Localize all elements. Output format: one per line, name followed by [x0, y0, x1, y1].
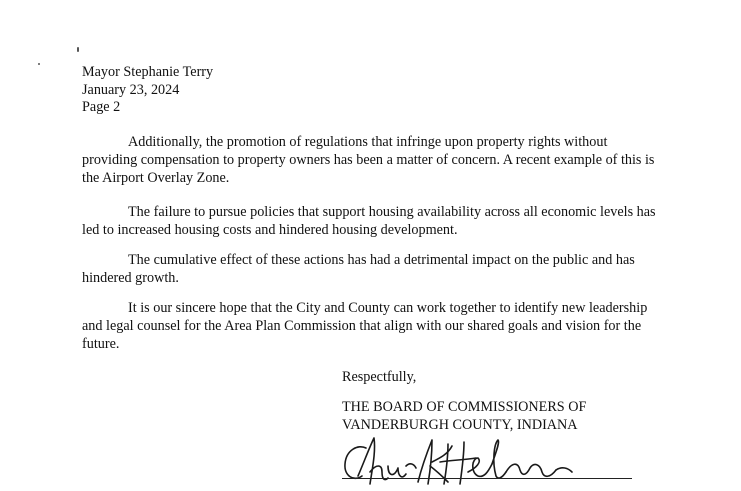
signatory-line-1: THE BOARD OF COMMISSIONERS OF	[342, 399, 587, 415]
signatory-block	[342, 399, 586, 434]
letter-date: January 23, 2024	[82, 81, 180, 98]
paragraph-text: Additionally, the promotion of regulations that infringe upon property rights without providing compensation to property owners has been a matter of concern. A recent example of this is the Airport Overlay Zone.	[82, 134, 655, 186]
body-paragraph	[82, 300, 662, 353]
recipient-name: Mayor Stephanie Terry	[82, 64, 214, 80]
body-paragraph	[82, 134, 662, 187]
scan-speck	[77, 47, 79, 52]
signature-line	[342, 478, 632, 479]
paragraph-text: The cumulative effect of these actions has had a detrimental impact on the public and has hindered growth.	[82, 252, 635, 286]
signatory-line-2: VANDERBURGH COUNTY, INDIANA	[342, 416, 578, 433]
paragraph-text: The failure to pursue policies that support housing availability across all economic levels has led to increased housing costs and hindered housing development.	[82, 204, 656, 238]
closing-salutation: Respectfully,	[342, 369, 417, 385]
body-paragraph	[82, 252, 662, 288]
page-number: Page 2	[82, 99, 121, 115]
paragraph-text: It is our sincere hope that the City and County can work together to identify new leadership and legal counsel for the Area Plan Commission that align with our shared goals and vision for the future.	[82, 300, 648, 352]
letter-header	[82, 64, 213, 117]
body-paragraph	[82, 204, 662, 240]
scan-speck	[38, 63, 40, 65]
